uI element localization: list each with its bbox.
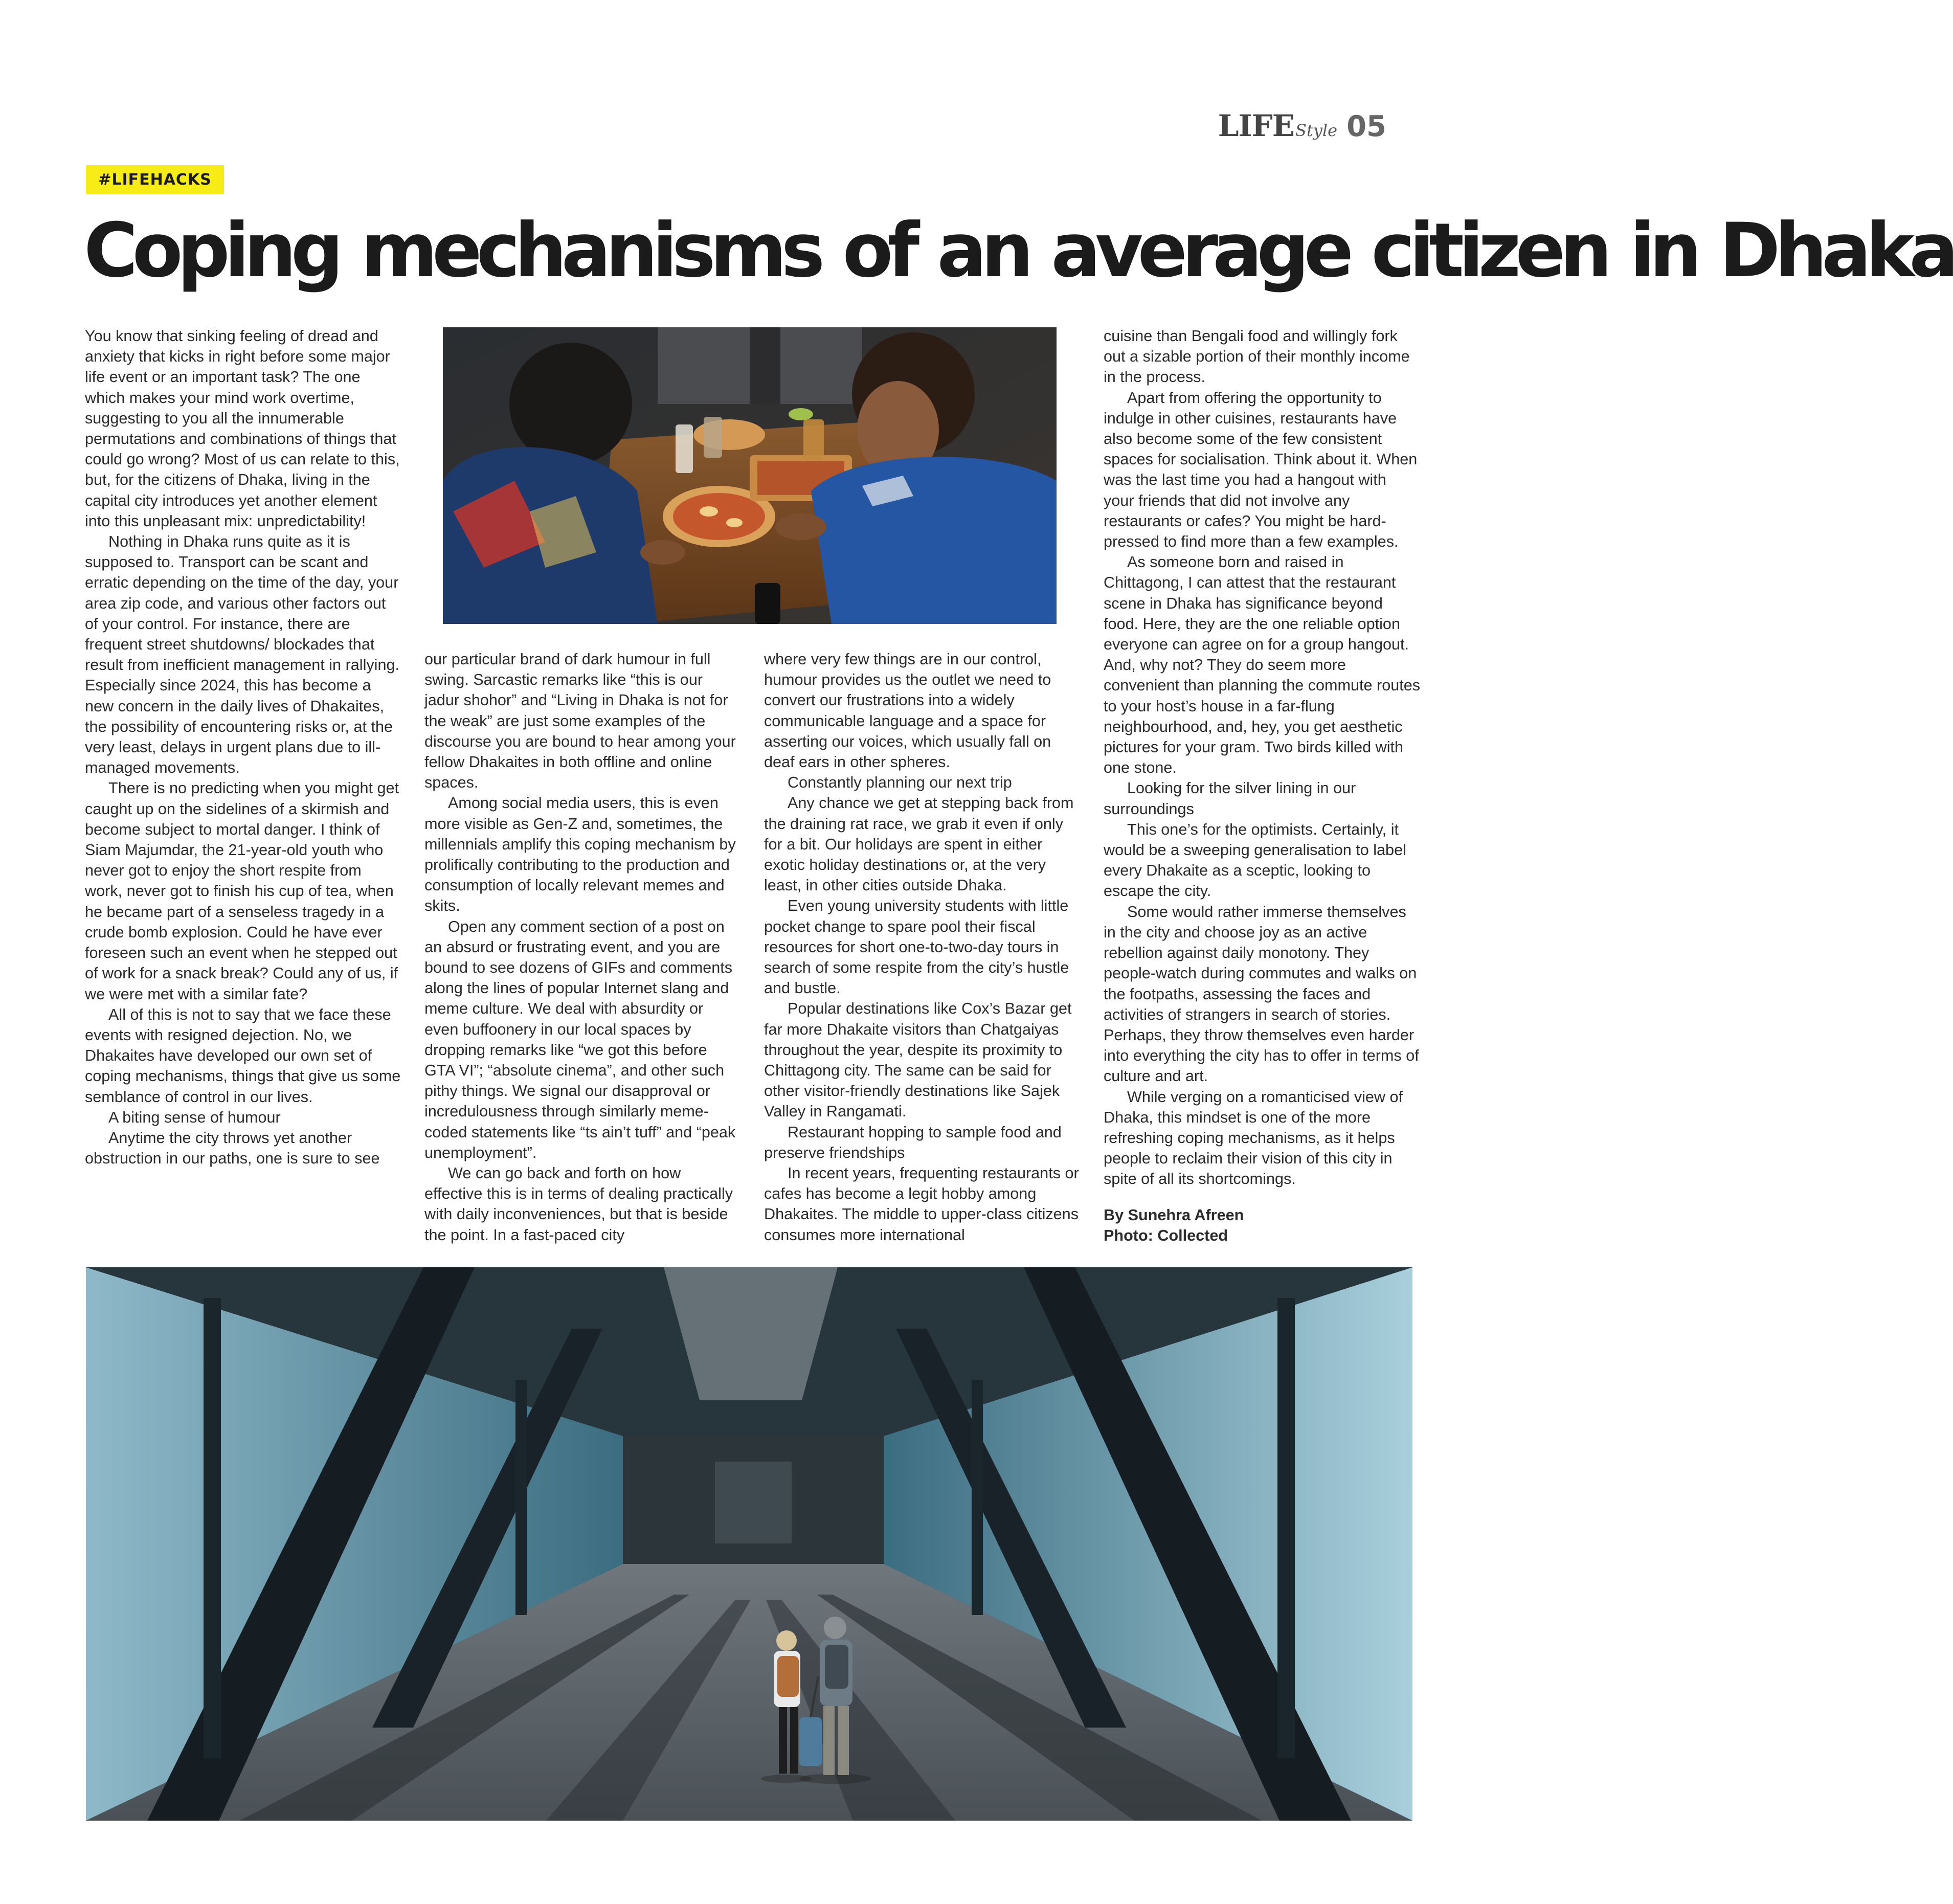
paragraph: Some would rather immerse themselves in the city and choose joy as an active rebellion against daily monotony. They people-watch during commutes and walks on the footpaths, assessing the faces and activities of strangers in search of stories. Perhaps, they throw themselves even harder into everything the city has to offer in terms of culture and art. [1104,903,1419,1085]
paragraph: cuisine than Bengali food and willingly fork out a sizable portion of their monthly income in the process. [1104,327,1410,386]
masthead [1218,108,1386,143]
walkway-photo [86,1267,1412,1821]
paragraph: Any chance we get at stepping back from the draining rat race, we grab it even if only for a bit. Our holidays are spent in either exotic holiday destinations or, at the very least, in other cities outside Dhaka. [764,794,1074,894]
lifestyle-logo: LIFE [1218,108,1295,143]
subheading: Looking for the silver lining in our surroundings [1104,779,1356,818]
subheading: A biting sense of humour [108,1108,281,1126]
article-column-3 [764,649,1081,1245]
article-column-4 [1104,326,1421,1246]
paragraph: Among social media users, this is even more visible as Gen-Z and, sometimes, the millennials amplify this coping mechanism by prolifically contributing to the production and consumption of locally relevant memes and skits. [424,794,736,915]
page-number: 05 [1346,110,1386,143]
restaurant-photo [443,327,1057,624]
subheading: Constantly planning our next trip [788,774,1012,792]
paragraph: While verging on a romanticised view of Dhaka, this mindset is one of the more refreshing coping mechanisms, as it helps people to reclaim their vision of this city in spite of all its shortcomings. [1104,1088,1403,1188]
paragraph: Apart from offering the opportunity to indulge in other cuisines, restaurants have also become some of the few consistent spaces for socialisation. Think about it. When was the last time you had a hangout with your friends that did not involve any restaurants or cafes? You might be hard-pressed to find more than a few examples. [1104,389,1418,551]
paragraph: Open any comment section of a post on an absurd or frustrating event, and you are bound to see dozens of GIFs and comments along the lines of popular Internet slang and meme culture. We deal with absurdity or even buffoonery in our local spaces by dropping remarks like “we got this before GTA VI”; “absolute cinema”, and other such pithy things. We signal our disapproval or incredulousness through similarly meme-coded statements like “ts ain’t tuff” and “peak unemployment”. [424,917,736,1161]
article-column-1 [85,326,402,1169]
author-credit: By Sunehra Afreen [1104,1206,1244,1224]
article-column-2 [424,649,742,1245]
paragraph: Popular destinations like Cox’s Bazar get far more Dhakaite visitors than Chatgaiyas throughout the year, despite its proximity to Chittagong city. The same can be said for other visitor-friendly destinations like Sajek Valley in Rangamati. [764,1000,1072,1121]
photo-credit: Photo: Collected [1104,1226,1228,1244]
paragraph: As someone born and raised in Chittagong, I can attest that the restaurant scene in Dhaka has significance beyond food. Here, they are the one reliable option everyone can agree on for a group hangout. And, why not? They do seem more convenient than planning the commute routes to your host’s house in a far-flung neighbourhood, and, hey, you get aesthetic pictures for your gram. Two birds killed with one stone. [1104,553,1421,777]
page-title: Coping mechanisms of an average citizen in Dhaka [84,207,1953,294]
lifestyle-logo-sub: Style [1295,121,1338,140]
paragraph: There is no predicting when you might get caught up on the sidelines of a skirmish and become subject to mortal danger. I think of Siam Majumdar, the 21-year-old youth who never got to enjoy the short respite from work, never got to finish his cup of tea, when he became part of a senseless tragedy in a crude bomb explosion. Could he have ever foreseen such an event when he stepped out of work for a snack break? Could any of us, if we were met with a similar fate? [85,779,399,1003]
paragraph: All of this is not to say that we face these events with resigned dejection. No, we Dhakaites have developed our own set of coping mechanisms, things that give us some semblance of control in our lives. [85,1005,401,1106]
subheading: Restaurant hopping to sample food and preserve friendships [764,1123,1062,1161]
paragraph: Even young university students with little pocket change to spare pool their fiscal resources for short one-to-two-day tours in search of some respite from the city’s hustle and bustle. [764,897,1069,997]
paragraph: our particular brand of dark humour in full swing. Sarcastic remarks like “this is our jadur shohor” and “Living in Dhaka is not for the weak” are just some examples of the discourse you are bound to hear among your fellow Dhakaites in both offline and online spaces. [424,651,736,792]
paragraph: In recent years, frequenting restaurants or cafes has become a legit hobby among Dhakaites. The middle to upper-class citizens consumes more international [764,1164,1079,1244]
section-tag: #LIFEHACKS [86,165,224,194]
paragraph: Anytime the city throws yet another obstruction in our paths, one is sure to see [85,1129,380,1168]
paragraph: You know that sinking feeling of dread and anxiety that kicks in right before some major life event or an important task? The one which makes your mind work overtime, suggesting to you all the innumerable permutations and combinations of things that could go wrong? Most of us can relate to this, but, for the citizens of Dhaka, living in the capital city introduces yet another element into this unpleasant mix: unpredictability! [85,327,400,530]
paragraph: We can go back and forth on how effective this is in terms of dealing practically with daily inconveniences, but that is beside the point. In a fast-paced city [424,1164,733,1244]
paragraph: This one’s for the optimists. Certainly, it would be a sweeping generalisation to label every Dhakaite as a sceptic, looking to escape the city. [1104,820,1406,900]
paragraph: where very few things are in our control, humour provides us the outlet we need to convert our frustrations into a widely communicable language and a space for asserting our voices, which usually fall on deaf ears in other spheres. [764,651,1051,771]
paragraph: Nothing in Dhaka runs quite as it is supposed to. Transport can be scant and erratic depending on the time of the day, your area zip code, and various other factors out of your control. For instance, there are frequent street shutdowns/ blockades that result from inefficient management in rallying. Especially since 2024, this has become a new concern in the daily lives of Dhakaites, the possibility of encountering risks or, at the very least, delays in urgent plans due to ill-managed movements. [85,533,399,777]
byline [1104,1205,1421,1246]
